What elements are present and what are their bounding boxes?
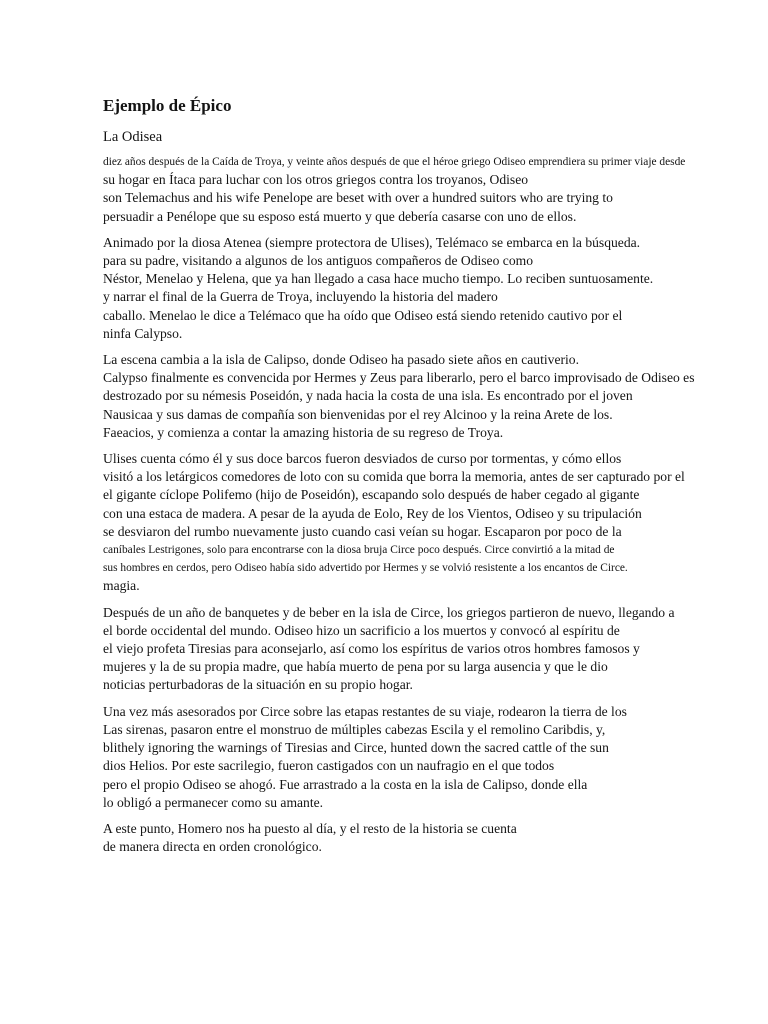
text-line: con una estaca de madera. A pesar de la ayuda de Eolo, Rey de los Vientos, Odiseo y su tripulación [103, 505, 642, 521]
text-line: A este punto, Homero nos ha puesto al día, y el resto de la historia se cuenta [103, 820, 517, 836]
text-line: destrozado por su némesis Poseidón, y nada hacia la costa de una isla. Es encontrado por el joven [103, 388, 633, 404]
text-line: Ulises cuenta cómo él y sus doce barcos fueron desviados de curso por tormentas, y cómo ellos [103, 451, 622, 467]
paragraph [103, 450, 723, 596]
text-line: Néstor, Menelao y Helena, que ya han llegado a casa hace mucho tiempo. Lo reciben suntuosamente. [103, 271, 654, 287]
document-title: Ejemplo de Épico [103, 96, 232, 115]
text-line: son Telemachus and his wife Penelope are beset with over a hundred suitors who are trying to [103, 190, 613, 206]
text-line: visitó a los letárgicos comedores de loto con su comida que borra la memoria, antes de ser capturado por el [103, 469, 685, 485]
paragraph [103, 234, 723, 343]
text-line: para su padre, visitando a algunos de los antiguos compañeros de Odiseo como [103, 253, 533, 269]
document-subtitle: La Odisea [103, 129, 163, 145]
text-line: magia. [103, 578, 140, 594]
paragraph [103, 153, 723, 226]
text-line: el viejo profeta Tiresias para aconsejarlo, así como los espíritus de varios otros hombres famosos y [103, 641, 640, 657]
text-line: mujeres y la de su propia madre, que había muerto de pena por su larga ausencia y que le dio [103, 659, 608, 675]
text-line: blithely ignoring the warnings of Tiresias and Circe, hunted down the sacred cattle of the sun [103, 740, 609, 756]
text-line: Calypso finalmente es convencida por Hermes y Zeus para liberarlo, pero el barco improvisado de Odiseo es [103, 370, 695, 386]
text-line: Faeacios, y comienza a contar la amazing historia de su regreso de Troya. [103, 424, 504, 440]
text-line: La escena cambia a la isla de Calipso, donde Odiseo ha pasado siete años en cautiverio. [103, 352, 579, 368]
text-line: ninfa Calypso. [103, 325, 183, 341]
text-line: dios Helios. Por este sacrilegio, fueron castigados con un naufragio en el que todos [103, 758, 555, 774]
text-line: Nausicaa y sus damas de compañía son bienvenidas por el rey Alcinoo y la reina Arete de los. [103, 406, 613, 422]
text-line: Animado por la diosa Atenea (siempre protectora de Ulises), Telémaco se embarca en la búsqueda. [103, 234, 641, 250]
text-line: noticias perturbadoras de la situación en su propio hogar. [103, 677, 413, 693]
text-line: caníbales Lestrigones, solo para encontrarse con la diosa bruja Circe poco después. Circe convirtió a la mitad de [103, 544, 615, 557]
text-line: su hogar en Ítaca para luchar con los otros griegos contra los troyanos, Odiseo [103, 172, 529, 188]
text-line: pero el propio Odiseo se ahogó. Fue arrastrado a la costa en la isla de Calipso, donde ella [103, 776, 588, 792]
text-line: y narrar el final de la Guerra de Troya, incluyendo la historia del madero [103, 289, 498, 305]
text-line: Una vez más asesorados por Circe sobre las etapas restantes de su viaje, rodearon la tierra de los [103, 703, 627, 719]
text-line: se desviaron del rumbo nuevamente justo cuando casi veían su hogar. Escaparon por poco de la [103, 523, 622, 539]
paragraph [103, 703, 723, 812]
paragraph [103, 604, 723, 695]
text-line: el borde occidental del mundo. Odiseo hizo un sacrificio a los muertos y convocó al espíritu de [103, 622, 620, 638]
paragraph [103, 351, 723, 442]
document-page [103, 94, 723, 864]
text-line: lo obligó a permanecer como su amante. [103, 794, 324, 810]
document-body [103, 153, 723, 856]
text-line: diez años después de la Caída de Troya, y veinte años después de que el héroe griego Odiseo emprendiera su primer viaje desde [103, 156, 686, 168]
text-line: de manera directa en orden cronológico. [103, 839, 322, 855]
text-line: sus hombres en cerdos, pero Odiseo había sido advertido por Hermes y se volvió resistente a los encantos de Circe. [103, 562, 628, 575]
paragraph [103, 820, 723, 856]
text-line: Después de un año de banquetes y de beber en la isla de Circe, los griegos partieron de nuevo, llegando a [103, 604, 675, 620]
text-line: caballo. Menelao le dice a Telémaco que ha oído que Odiseo está siendo retenido cautivo por el [103, 307, 623, 323]
text-line: el gigante cíclope Polifemo (hijo de Poseidón), escapando solo después de haber cegado al gigante [103, 487, 640, 503]
text-line: persuadir a Penélope que su esposo está muerto y que debería casarse con uno de ellos. [103, 208, 577, 224]
text-line: Las sirenas, pasaron entre el monstruo de múltiples cabezas Escila y el remolino Caribdis, y, [103, 721, 606, 737]
